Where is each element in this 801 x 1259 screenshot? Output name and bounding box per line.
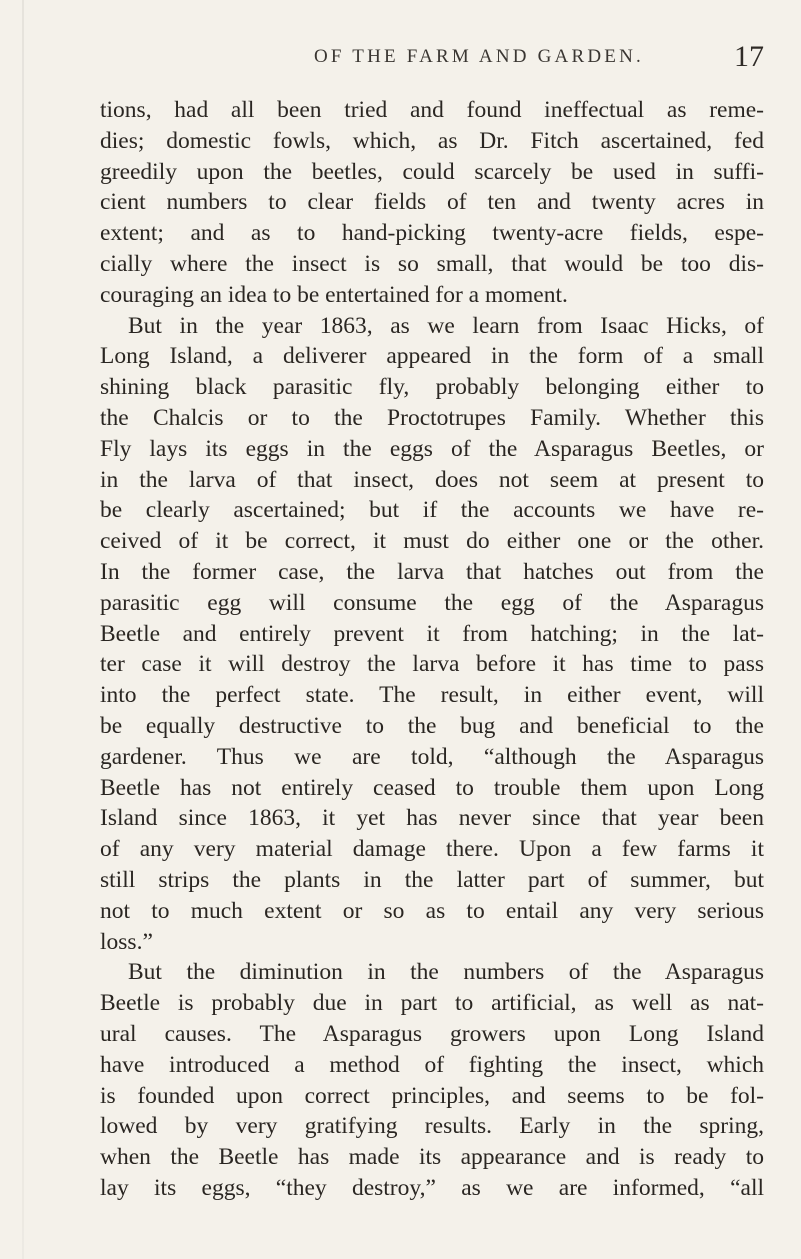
text-line: be equally destructive to the bug and beneficial to the <box>100 712 764 739</box>
text-line: loss.” <box>100 928 153 955</box>
text-line: Beetle and entirely prevent it from hatching; in the lat- <box>100 620 764 647</box>
text-line: lay its eggs, “they destroy,” as we are informed, “all <box>100 1174 764 1201</box>
running-head: OF THE FARM AND GARDEN. <box>314 46 644 67</box>
text-line: cient numbers to clear fields of ten and twenty acres in <box>100 189 764 216</box>
text-line: Beetle has not entirely ceased to trouble them upon Long <box>100 774 764 801</box>
text-line: couraging an idea to be entertained for a moment. <box>100 281 568 308</box>
text-line: tions, had all been tried and found ineffectual as reme- <box>100 97 764 123</box>
text-line: ural causes. The Asparagus growers upon Long Island <box>100 1020 764 1047</box>
text-line: Beetle is probably due in part to artificial, as well as nat- <box>100 990 764 1017</box>
text-line: is founded upon correct principles, and seems to be fol- <box>100 1082 764 1109</box>
text-line: ceived of it be correct, it must do either one or the other. <box>100 528 764 555</box>
page-number: 17 <box>734 40 764 73</box>
text-line: In the former case, the larva that hatches out from the <box>100 558 764 585</box>
text-line: when the Beetle has made its appearance and is ready to <box>100 1144 764 1171</box>
text-line: be clearly ascertained; but if the accounts we have re- <box>100 497 764 524</box>
text-line: Long Island, a deliverer appeared in the form of a small <box>100 343 764 370</box>
text-line: of any very material damage there. Upon a few farms it <box>100 836 764 863</box>
text-line: gardener. Thus we are told, “although the Asparagus <box>100 743 764 770</box>
page-edge <box>22 0 24 1259</box>
text-line: still strips the plants in the latter part of summer, but <box>100 866 764 893</box>
paragraph-start-line: But in the year 1863, as we learn from Isaac Hicks, of <box>128 312 764 339</box>
text-line: not to much extent or so as to entail any very serious <box>100 897 764 924</box>
text-line: the Chalcis or to the Proctotrupes Family. Whether this <box>100 404 764 431</box>
text-line: in the larva of that insect, does not seem at present to <box>100 466 764 493</box>
text-line: have introduced a method of fighting the insect, which <box>100 1051 764 1078</box>
paragraph-start-line: But the diminution in the numbers of the Asparagus <box>128 959 764 986</box>
text-line: Island since 1863, it yet has never since that year been <box>100 805 764 832</box>
text-line: shining black parasitic fly, probably belonging either to <box>100 374 764 401</box>
text-line: Fly lays its eggs in the eggs of the Asparagus Beetles, or <box>100 435 764 462</box>
text-line: extent; and as to hand-picking twenty-acre fields, espe- <box>100 220 764 247</box>
text-line: parasitic egg will consume the egg of the Asparagus <box>100 589 764 616</box>
text-line: dies; domestic fowls, which, as Dr. Fitch ascertained, fed <box>100 127 764 154</box>
text-line: into the perfect state. The result, in either event, will <box>100 682 764 709</box>
text-line: cially where the insect is so small, that would be too dis- <box>100 250 764 277</box>
body-text <box>100 95 764 1204</box>
text-line: ter case it will destroy the larva before it has time to pass <box>100 651 764 678</box>
text-line: lowed by very gratifying results. Early in the spring, <box>100 1113 764 1140</box>
page-header <box>100 40 764 76</box>
text-line: greedily upon the beetles, could scarcely be used in suffi- <box>100 158 764 185</box>
